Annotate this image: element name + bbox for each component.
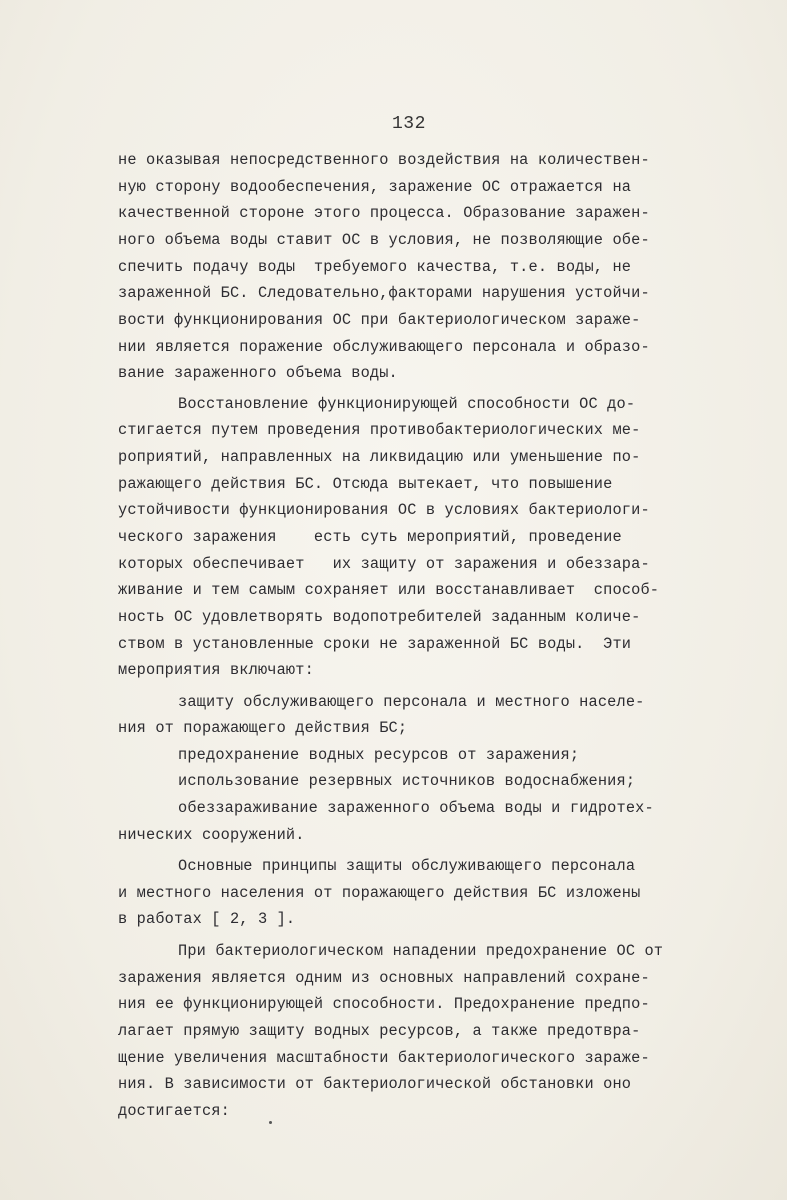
page-number: 132 xyxy=(392,114,426,134)
text-line: ную сторону водообеспечения, заражение ОС отражается на xyxy=(118,178,632,196)
text-line: ния. В зависимости от бактериологической обстановки оно xyxy=(118,1075,632,1093)
text-line: нии является поражение обслуживающего персонала и образо- xyxy=(118,338,650,356)
text-line: стигается путем проведения противобактериологических ме- xyxy=(118,421,641,439)
text-line: вости функционирования ОС при бактериологическом зараже- xyxy=(118,311,641,329)
paragraph-first-line: Восстановление функционирующей способности ОС до- xyxy=(178,395,636,413)
text-line: и местного населения от поражающего действия БС изложены xyxy=(118,884,641,902)
text-line: ражающего действия БС. Отсюда вытекает, что повышение xyxy=(118,475,613,493)
text-line: роприятий, направленных на ликвидацию или уменьшение по- xyxy=(118,448,641,466)
text-line: ния от поражающего действия БС; xyxy=(118,719,408,737)
text-line: ческого заражения есть суть мероприятий, проведение xyxy=(118,528,622,546)
text-line: заражения является одним из основных направлений сохране- xyxy=(118,969,650,987)
ink-speck xyxy=(269,1121,272,1124)
text-line: спечить подачу воды требуемого качества, т.е. воды, не xyxy=(118,258,632,276)
paragraph-first-line: При бактериологическом нападении предохранение ОС от xyxy=(178,942,664,960)
list-item: обеззараживание зараженного объема воды и гидротех- xyxy=(178,799,654,817)
text-line: не оказывая непосредственного воздействия на количествен- xyxy=(118,151,650,169)
text-line: в работах [ 2, 3 ]. xyxy=(118,910,296,928)
text-line: зараженной БС. Следовательно,факторами нарушения устойчи- xyxy=(118,284,650,302)
text-line: достигается: xyxy=(118,1102,230,1120)
list-item: предохранение водных ресурсов от заражения; xyxy=(178,746,580,764)
list-item: защиту обслуживающего персонала и местного населе- xyxy=(178,693,645,711)
text-line: нических сооружений. xyxy=(118,826,305,844)
text-line: ность ОС удовлетворять водопотребителей заданным количе- xyxy=(118,608,641,626)
text-line: ного объема воды ставит ОС в условия, не позволяющие обе- xyxy=(118,231,650,249)
paragraph-first-line: Основные принципы защиты обслуживающего персонала xyxy=(178,857,636,875)
text-line: ством в установленные сроки не зараженной БС воды. Эти xyxy=(118,635,632,653)
text-line: мероприятия включают: xyxy=(118,661,314,679)
text-line: вание зараженного объема воды. xyxy=(118,364,398,382)
text-line: качественной стороне этого процесса. Образование заражен- xyxy=(118,204,650,222)
text-line: ния ее функционирующей способности. Предохранение предпо- xyxy=(118,995,650,1013)
text-line: устойчивости функционирования ОС в условиях бактериологи- xyxy=(118,501,650,519)
list-item: использование резервных источников водоснабжения; xyxy=(178,772,636,790)
text-line: которых обеспечивает их защиту от заражения и обеззара- xyxy=(118,555,650,573)
text-line: щение увеличения масштабности бактериологического зараже- xyxy=(118,1049,650,1067)
text-line: лагает прямую защиту водных ресурсов, а также предотвра- xyxy=(118,1022,641,1040)
text-line: живание и тем самым сохраняет или восстанавливает способ- xyxy=(118,581,660,599)
